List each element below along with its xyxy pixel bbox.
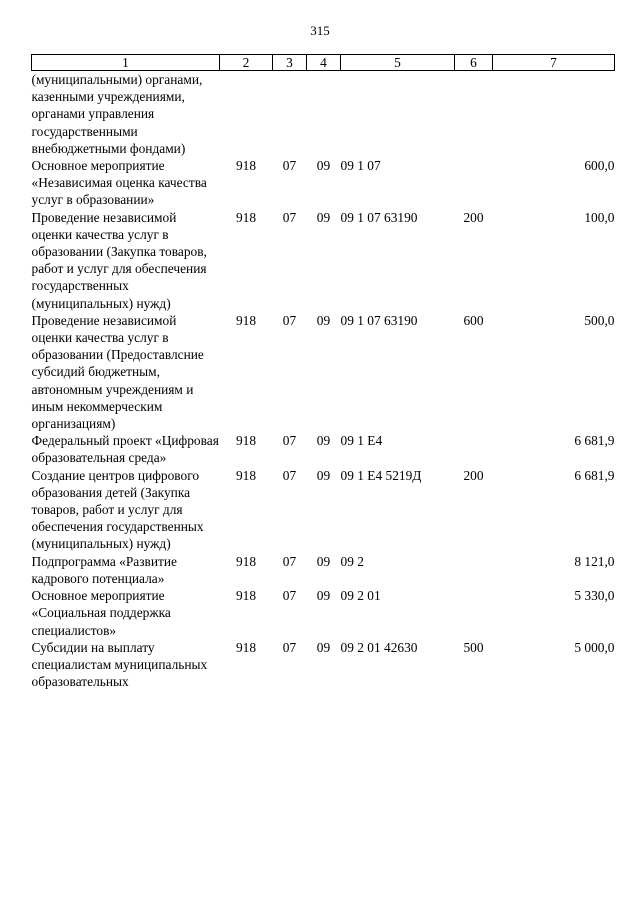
amount-cell: 500,0 xyxy=(584,312,615,328)
subsection-cell: 09 xyxy=(316,209,331,225)
expense-type-cell xyxy=(455,71,493,158)
target-article-cell: 09 1 07 63190 xyxy=(340,209,418,225)
code-cell xyxy=(220,71,273,158)
target-article-cell: 09 1 Е4 5219Д xyxy=(340,467,422,483)
expense-type-cell xyxy=(455,553,493,587)
section-cell: 07 xyxy=(282,639,297,655)
table-row xyxy=(32,432,615,466)
amount-cell: 5 330,0 xyxy=(574,588,615,604)
column-header: 7 xyxy=(493,55,615,71)
expense-type-cell xyxy=(455,587,493,639)
target-article-cell xyxy=(341,71,455,158)
expense-type-cell: 200 xyxy=(463,467,484,483)
code-cell: 918 xyxy=(235,553,257,569)
target-article-cell: 09 1 Е4 xyxy=(340,433,383,449)
amount-cell: 600,0 xyxy=(584,158,615,174)
section-cell: 07 xyxy=(282,467,297,483)
expense-type-cell xyxy=(455,432,493,466)
subsection-cell: 09 xyxy=(316,158,331,174)
code-cell: 918 xyxy=(235,158,257,174)
table-row xyxy=(32,467,615,553)
row-name-cell: Проведение независимой оценки качества услуг в образовании (Предоставлсние субсидий бюджетным, автономным учреждениям и иным некоммерческим организациям) xyxy=(31,312,204,432)
table-row xyxy=(32,553,615,587)
amount-cell: 100,0 xyxy=(584,209,615,225)
column-header: 4 xyxy=(307,55,341,71)
expense-type-cell: 600 xyxy=(463,312,484,328)
table-row xyxy=(32,587,615,639)
code-cell: 918 xyxy=(235,639,257,655)
section-cell: 07 xyxy=(282,209,297,225)
budget-table xyxy=(31,54,615,690)
column-header: 5 xyxy=(341,55,455,71)
amount-cell: 5 000,0 xyxy=(574,639,615,655)
row-name-cell: Проведение независимой оценки качества услуг в образовании (Закупка товаров, работ и услуг для обеспечения государственных (муниципальных) нужд) xyxy=(31,209,207,311)
table-row xyxy=(32,639,615,691)
target-article-cell: 09 2 01 42630 xyxy=(340,639,418,655)
section-cell: 07 xyxy=(282,433,297,449)
code-cell: 918 xyxy=(235,209,257,225)
subsection-cell: 09 xyxy=(316,639,331,655)
table-row xyxy=(32,71,615,158)
row-name-cell: Субсидии на выплату специалистам муниципальных образовательных xyxy=(31,639,208,690)
section-cell: 07 xyxy=(282,553,297,569)
column-header: 2 xyxy=(220,55,273,71)
expense-type-cell: 500 xyxy=(463,639,484,655)
subsection-cell xyxy=(307,71,341,158)
amount-cell xyxy=(493,71,615,158)
table-row xyxy=(32,209,615,312)
table-row xyxy=(32,157,615,209)
subsection-cell: 09 xyxy=(316,467,331,483)
amount-cell: 6 681,9 xyxy=(574,433,615,449)
amount-cell: 8 121,0 xyxy=(574,553,615,569)
target-article-cell: 09 2 xyxy=(340,553,364,569)
code-cell: 918 xyxy=(235,433,257,449)
row-name-cell: Основное мероприятие «Социальная поддержка специалистов» xyxy=(31,588,171,638)
section-cell: 07 xyxy=(282,312,297,328)
column-header: 6 xyxy=(455,55,493,71)
row-name-cell: Создание центров цифрового образования детей (Закупка товаров, работ и услуг для обеспечения государственных (муниципальных) нужд) xyxy=(31,467,204,552)
code-cell: 918 xyxy=(235,588,257,604)
page-number: 315 xyxy=(310,23,330,38)
target-article-cell: 09 1 07 xyxy=(340,158,381,174)
section-cell: 07 xyxy=(282,158,297,174)
row-name-cell: Федеральный проект «Цифровая образовательная среда» xyxy=(31,433,219,466)
code-cell: 918 xyxy=(235,312,257,328)
subsection-cell: 09 xyxy=(316,588,331,604)
expense-type-cell: 200 xyxy=(463,209,484,225)
amount-cell: 6 681,9 xyxy=(574,467,615,483)
target-article-cell: 09 2 01 xyxy=(340,588,381,604)
expense-type-cell xyxy=(455,157,493,209)
row-name-cell: (муниципальными) органами, казенными учреждениями, органами управления государственными внебюджетными фондами) xyxy=(31,72,203,156)
row-name-cell: Основное мероприятие «Независимая оценка качества услуг в образовании» xyxy=(31,158,207,208)
target-article-cell: 09 1 07 63190 xyxy=(340,312,418,328)
row-name-cell: Подпрограмма «Развитие кадрового потенциала» xyxy=(31,553,177,586)
section-cell xyxy=(273,71,307,158)
subsection-cell: 09 xyxy=(316,433,331,449)
column-header: 3 xyxy=(273,55,307,71)
section-cell: 07 xyxy=(282,588,297,604)
table-header-row xyxy=(32,55,615,71)
subsection-cell: 09 xyxy=(316,553,331,569)
subsection-cell: 09 xyxy=(316,312,331,328)
table-row xyxy=(32,312,615,432)
column-header: 1 xyxy=(32,55,220,71)
code-cell: 918 xyxy=(235,467,257,483)
